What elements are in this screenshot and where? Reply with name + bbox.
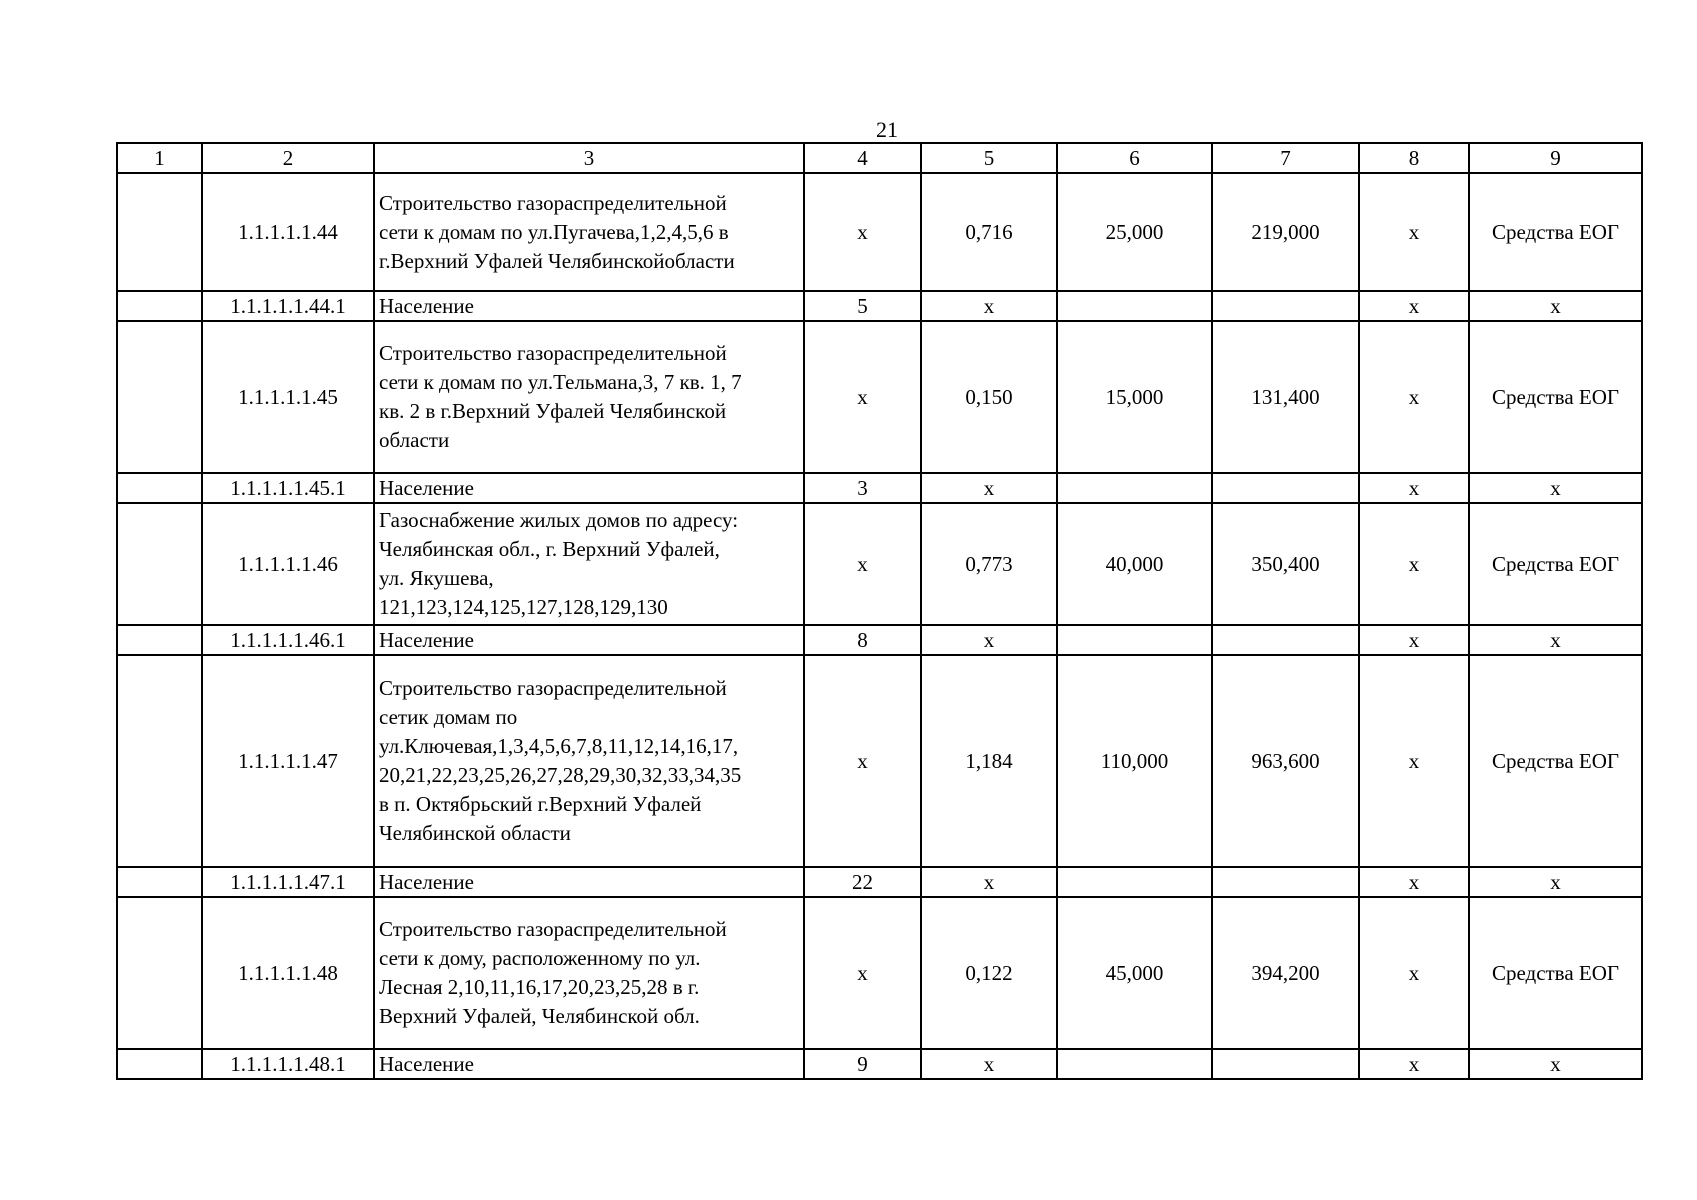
col5-cell: 0,122 [921, 897, 1057, 1049]
table-body [117, 143, 1642, 1079]
description-line: сети к дому, расположенному по ул. [379, 946, 701, 970]
description-line: 20,21,22,23,25,26,27,28,29,30,32,33,34,35 [379, 763, 742, 787]
document-table [116, 142, 1643, 1080]
row-index-cell [117, 897, 202, 1049]
col8-cell: х [1359, 173, 1469, 291]
code-cell: 1.1.1.1.1.45 [202, 321, 374, 473]
code-cell: 1.1.1.1.1.44 [202, 173, 374, 291]
code-cell: 1.1.1.1.1.48.1 [202, 1049, 374, 1079]
funding-source-cell: Средства ЕОГ [1469, 897, 1642, 1049]
row-index-cell [117, 291, 202, 321]
col8-cell: х [1359, 1049, 1469, 1079]
row-index-cell [117, 655, 202, 867]
col8-cell: х [1359, 867, 1469, 897]
column-header: 6 [1057, 143, 1212, 173]
table-row [117, 321, 1642, 473]
code-cell: 1.1.1.1.1.48 [202, 897, 374, 1049]
col4-cell: 5 [804, 291, 921, 321]
column-header: 7 [1212, 143, 1359, 173]
row-index-cell [117, 473, 202, 503]
col6-cell: 25,000 [1057, 173, 1212, 291]
page-number: 21 [876, 117, 898, 142]
col6-cell: 40,000 [1057, 503, 1212, 625]
description-line: Челябинской области [379, 821, 571, 845]
description-line: Челябинская обл., г. Верхний Уфалей, [379, 537, 720, 561]
row-index-cell [117, 173, 202, 291]
col5-cell: 0,716 [921, 173, 1057, 291]
col5-cell: х [921, 473, 1057, 503]
col8-cell: х [1359, 625, 1469, 655]
col7-cell [1212, 625, 1359, 655]
col7-cell [1212, 867, 1359, 897]
description-line: сети к домам по ул.Пугачева,1,2,4,5,6 в [379, 219, 729, 244]
table-row [117, 655, 1642, 867]
funding-source-cell: х [1469, 625, 1642, 655]
description-cell [374, 503, 804, 625]
funding-source-cell: х [1469, 1049, 1642, 1079]
description-line: ул.Ключевая,1,3,4,5,6,7,8,11,12,14,16,17, [379, 734, 739, 758]
column-header: 1 [117, 143, 202, 173]
table-subrow [117, 625, 1642, 655]
col5-cell: х [921, 291, 1057, 321]
col7-cell [1212, 291, 1359, 321]
column-header: 9 [1469, 143, 1642, 173]
description-line: Строительство газораспределительной [379, 341, 727, 365]
description-line: сетик домам по [379, 705, 518, 729]
description-cell: Население [374, 867, 804, 897]
description-line: Верхний Уфалей, Челябинской обл. [379, 1004, 700, 1028]
col6-cell [1057, 625, 1212, 655]
description-line: Строительство газораспределительной [379, 917, 727, 941]
description-cell: Население [374, 1049, 804, 1079]
table-subrow [117, 473, 1642, 503]
col5-cell: 0,150 [921, 321, 1057, 473]
funding-source-cell: х [1469, 291, 1642, 321]
col6-cell: 110,000 [1057, 655, 1212, 867]
col7-cell [1212, 1049, 1359, 1079]
column-header: 2 [202, 143, 374, 173]
col4-cell: 8 [804, 625, 921, 655]
col4-cell: 22 [804, 867, 921, 897]
description-line: Газоснабжение жилых домов по адресу: [379, 508, 739, 532]
description-cell [374, 321, 804, 473]
col6-cell [1057, 291, 1212, 321]
col8-cell: х [1359, 897, 1469, 1049]
description-cell [374, 655, 804, 867]
col8-cell: х [1359, 291, 1469, 321]
col7-cell: 131,400 [1212, 321, 1359, 473]
header-row [117, 143, 1642, 173]
description-cell: Население [374, 473, 804, 503]
col7-cell [1212, 473, 1359, 503]
col6-cell: 15,000 [1057, 321, 1212, 473]
table-row [117, 897, 1642, 1049]
row-index-cell [117, 503, 202, 625]
col8-cell: х [1359, 503, 1469, 625]
column-header: 3 [374, 143, 804, 173]
col6-cell [1057, 867, 1212, 897]
table-row [117, 503, 1642, 625]
code-cell: 1.1.1.1.1.45.1 [202, 473, 374, 503]
description-line: 121,123,124,125,127,128,129,130 [379, 595, 668, 619]
col4-cell: х [804, 321, 921, 473]
funding-source-cell: Средства ЕОГ [1469, 503, 1642, 625]
col5-cell: х [921, 867, 1057, 897]
col4-cell: х [804, 173, 921, 291]
col5-cell: 0,773 [921, 503, 1057, 625]
code-cell: 1.1.1.1.1.46.1 [202, 625, 374, 655]
table-row [117, 173, 1642, 291]
row-index-cell [117, 867, 202, 897]
description-line: Лесная 2,10,11,16,17,20,23,25,28 в г. [379, 975, 700, 999]
funding-source-cell: х [1469, 473, 1642, 503]
col6-cell [1057, 1049, 1212, 1079]
column-header: 8 [1359, 143, 1469, 173]
description-line: Строительство газораспределительной [379, 190, 727, 215]
column-header: 4 [804, 143, 921, 173]
col4-cell: 9 [804, 1049, 921, 1079]
column-header: 5 [921, 143, 1057, 173]
code-cell: 1.1.1.1.1.47.1 [202, 867, 374, 897]
description-cell: Население [374, 625, 804, 655]
description-line: сети к домам по ул.Тельмана,3, 7 кв. 1, 7 [379, 370, 742, 394]
row-index-cell [117, 1049, 202, 1079]
description-cell [374, 173, 804, 291]
description-line: области [379, 428, 450, 452]
table-subrow [117, 867, 1642, 897]
code-cell: 1.1.1.1.1.47 [202, 655, 374, 867]
description-line: кв. 2 в г.Верхний Уфалей Челябинской [379, 399, 727, 423]
description-line: в п. Октябрьский г.Верхний Уфалей [379, 792, 702, 816]
col6-cell: 45,000 [1057, 897, 1212, 1049]
col6-cell [1057, 473, 1212, 503]
funding-source-cell: Средства ЕОГ [1469, 321, 1642, 473]
col5-cell: х [921, 625, 1057, 655]
funding-source-cell: Средства ЕОГ [1469, 173, 1642, 291]
col8-cell: х [1359, 321, 1469, 473]
col4-cell: х [804, 897, 921, 1049]
col4-cell: 3 [804, 473, 921, 503]
row-index-cell [117, 321, 202, 473]
col7-cell: 350,400 [1212, 503, 1359, 625]
table-subrow [117, 1049, 1642, 1079]
col5-cell: х [921, 1049, 1057, 1079]
funding-source-cell: х [1469, 867, 1642, 897]
funding-source-cell: Средства ЕОГ [1469, 655, 1642, 867]
col7-cell: 963,600 [1212, 655, 1359, 867]
code-cell: 1.1.1.1.1.46 [202, 503, 374, 625]
col4-cell: х [804, 503, 921, 625]
col4-cell: х [804, 655, 921, 867]
col5-cell: 1,184 [921, 655, 1057, 867]
col7-cell: 219,000 [1212, 173, 1359, 291]
col8-cell: х [1359, 655, 1469, 867]
col8-cell: х [1359, 473, 1469, 503]
description-line: ул. Якушева, [379, 566, 494, 590]
description-cell [374, 897, 804, 1049]
description-line: г.Верхний Уфалей Челябинскойобласти [379, 248, 735, 273]
description-line: Строительство газораспределительной [379, 676, 727, 700]
code-cell: 1.1.1.1.1.44.1 [202, 291, 374, 321]
row-index-cell [117, 625, 202, 655]
table-subrow [117, 291, 1642, 321]
col7-cell: 394,200 [1212, 897, 1359, 1049]
description-cell: Население [374, 291, 804, 321]
